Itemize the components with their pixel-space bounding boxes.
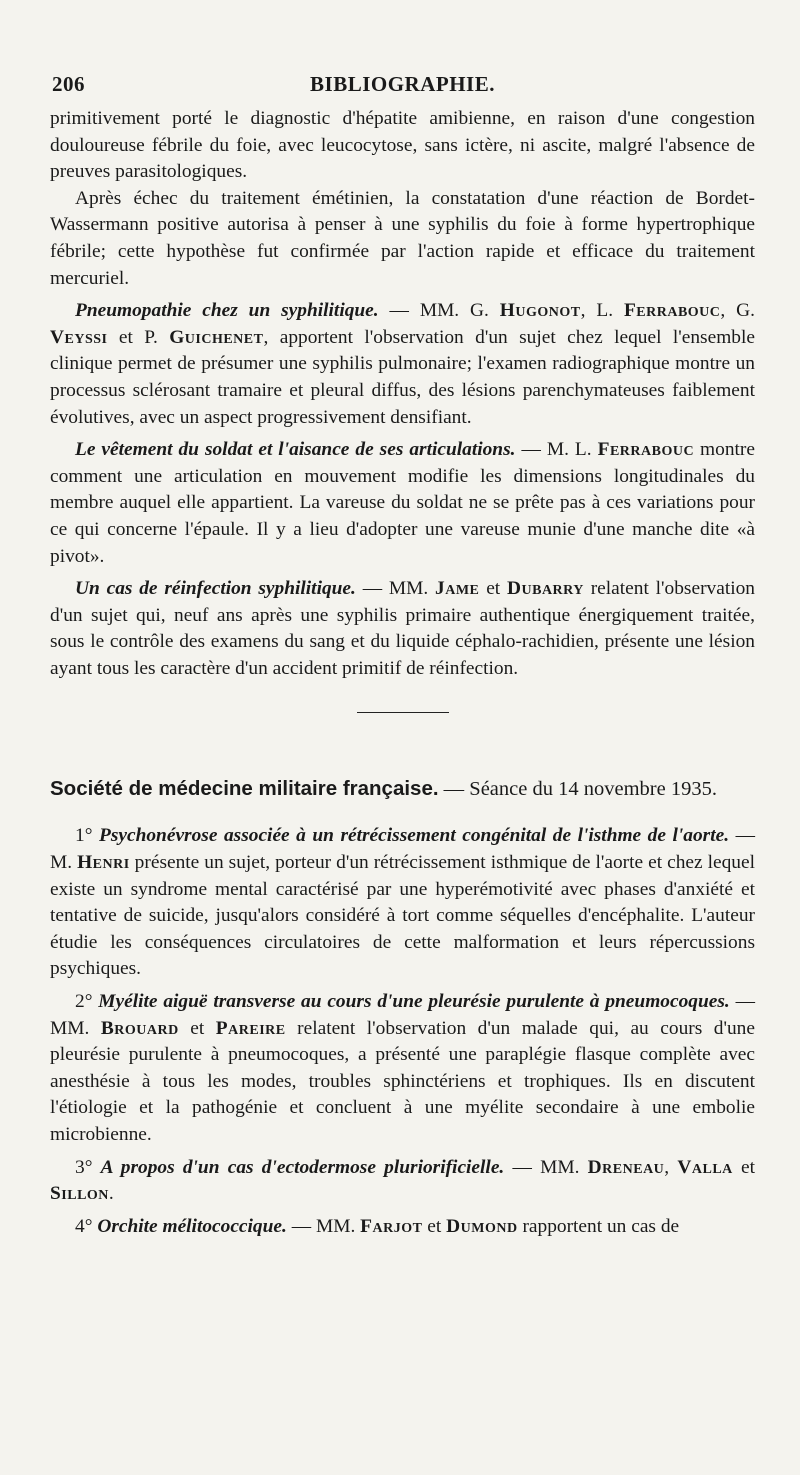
entry-vetement: Le vêtement du soldat et l'aisance de ses articulations. — M. L. Ferrabouc montre comment une articulation en mouvement modifie les dimensions longitudinales du membre auquel elle appartient. La vareuse du soldat ne se prête pas à ces variations pour ce qui concerne l'épaule. Il y a lieu d'adopter une vareuse munie d'une manche dite «à pivot». [50, 439, 755, 567]
entry-title: Myélite aiguë transverse au cours d'une pleurésie purulente à pneumocoques. [98, 991, 730, 1013]
item-3: 3° A propos d'un cas d'ectodermose pluriorificielle. — MM. Dreneau, Valla et Sillon. [50, 1156, 755, 1205]
entry-title: Orchite mélitococcique. [97, 1215, 287, 1237]
section-divider [357, 712, 449, 713]
entry-reinfection: Un cas de réinfection syphilitique. — MM. Jame et Dubarry relatent l'observation d'un sujet qui, neuf ans après une syphilis primaire authentique énergiquement traitée, sous le contrôle des examens du sang et du liquide céphalo-rachidien, présente une lésion ayant tous les caractère d'un accident primitif de réinfection. [50, 578, 755, 679]
entry-title: Le vêtement du soldat et l'aisance de ses articulations. [75, 439, 516, 461]
author-name: Sillon [50, 1183, 109, 1205]
item-1: 1° Psychonévrose associée à un rétrécissement congénital de l'isthme de l'aorte. — M. Henri présente un sujet, porteur d'un rétrécissement isthmique de l'aorte et chez lequel existe un syndrome mental caractérisé par une hyperémotivité avec phases d'anxiété et tentative de suicide, jusqu'alors considéré à tort comme séquelles d'encéphalite. L'auteur étudie les conséquences circulatoires de cette malformation et leurs répercussions psychiques. [50, 825, 755, 980]
author-name: Brouard [100, 1017, 179, 1039]
item-4: 4° Orchite mélitococcique. — MM. Farjot et Dumond rapportent un cas de [75, 1215, 680, 1237]
entry-pneumopathie: Pneumopathie chez un syphilitique. — MM. G. Hugonot, L. Ferrabouc, G. Veyssi et P. Guichenet, apportent l'observation d'un sujet chez lequel l'ensemble clinique permet de présumer une syphilis pulmonaire; l'examen radiographique montre un processus sclérosant tramaire et pleural diffus, des lésions parenchymateuses faiblement évolutives, avec un aspect progressivement densifiant. [50, 300, 755, 428]
author-name: Guichenet [169, 326, 264, 348]
author-name: Farjot [360, 1215, 423, 1237]
entry-title: Psychonévrose associée à un rétrécissement congénital de l'isthme de l'aorte. [98, 825, 730, 847]
author-name: Veyssi [50, 326, 108, 348]
author-name: Ferrabouc [597, 439, 695, 461]
entry-title: Un cas de réinfection syphilitique. [75, 578, 356, 600]
paragraph-treatment: Après échec du traitement émétinien, la constatation d'une réaction de Bordet-Wassermann positive autorisa à penser à une syphilis du foie à forme hypertrophique fébrile; cette hypothèse fut confirmée par l'action rapide et efficace du traitement mercuriel. [50, 187, 755, 289]
author-name: Dreneau [587, 1156, 665, 1178]
society-heading [50, 775, 755, 803]
author-name: Jame [435, 578, 480, 600]
author-name: Dubarry [507, 578, 584, 600]
author-name: Valla [677, 1156, 733, 1178]
running-title: BIBLIOGRAPHIE. [310, 72, 495, 96]
paragraph-continuation: primitivement porté le diagnostic d'hépatite amibienne, en raison d'une congestion douloureuse fébrile du foie, avec leucocytose, sans ictère, ni ascite, malgré l'absence de preuves parasitologiques. [50, 108, 755, 183]
author-name: Pareire [215, 1017, 286, 1039]
item-2: 2° Myélite aiguë transverse au cours d'une pleurésie purulente à pneumocoques. — MM. Brouard et Pareire relatent l'observation d'un malade qui, au cours d'une pleurésie purulente à pneumocoques, a présenté une paraplégie flasque complète avec anesthésie à tous les modes, troubles sphinctériens et trophiques. Ils en discutent l'étiologie et la pathogénie et concluent à une myélite secondaire à une embolie microbienne. [50, 991, 755, 1145]
page [50, 72, 755, 1240]
entry-title: Pneumopathie chez un syphilitique. [75, 300, 379, 322]
page-number: 206 [52, 72, 85, 96]
author-name: Ferrabouc [623, 300, 721, 322]
author-name: Henri [77, 852, 130, 874]
author-name: Hugonot [499, 300, 581, 322]
society-name: Société de médecine militaire française. [50, 777, 439, 801]
session-date: — Séance du 14 novembre 1935. [438, 778, 717, 801]
entry-title: A propos d'un cas d'ectodermose pluriorificielle. [100, 1156, 505, 1178]
author-name: Dumond [446, 1215, 518, 1237]
page-header [50, 72, 755, 106]
